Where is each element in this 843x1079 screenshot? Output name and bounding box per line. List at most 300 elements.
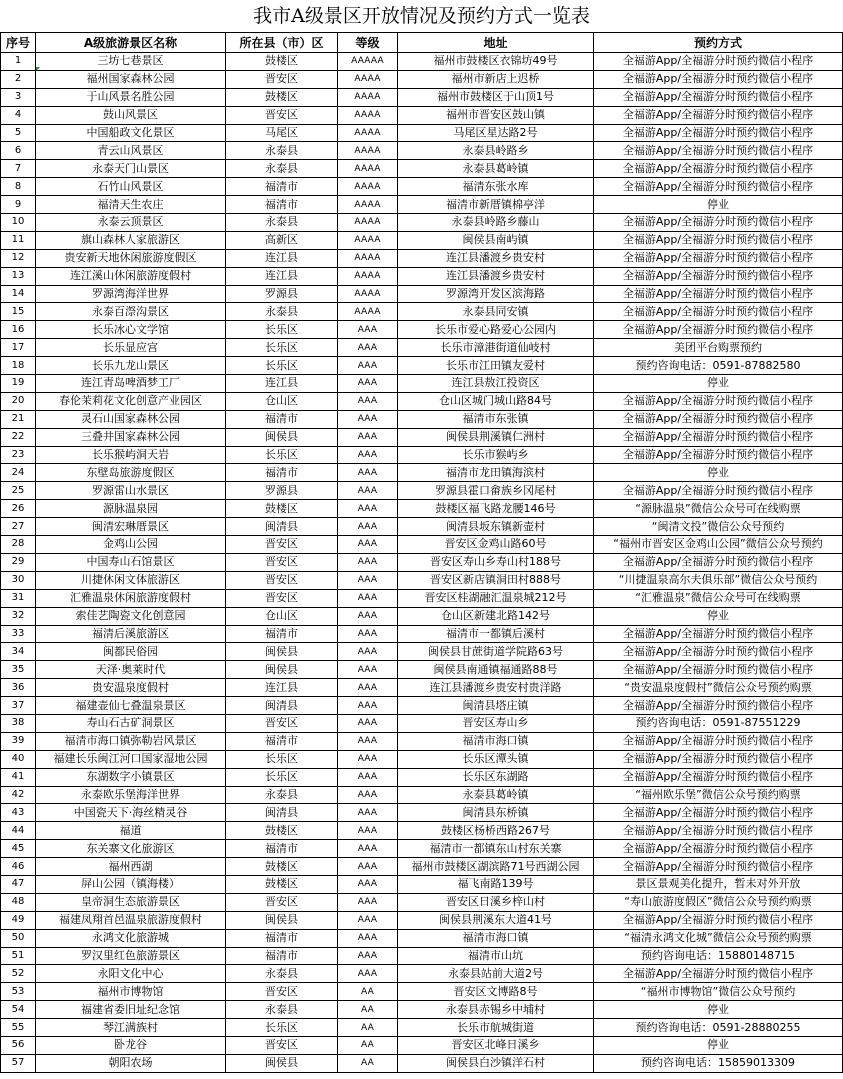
cell-name[interactable]: 闽都民俗园 [36, 643, 226, 661]
cell-booking[interactable]: 美团平台购票预约 [594, 339, 843, 357]
cell-booking[interactable]: 全福游App/全福游分时预约微信小程序 [594, 697, 843, 715]
cell-county[interactable]: 晋安区 [226, 893, 338, 911]
cell-address[interactable]: 闽侯县南屿镇 [398, 231, 594, 249]
cell-name[interactable]: 中国瓷天下·海丝精灵谷 [36, 804, 226, 822]
cell-address[interactable]: 永泰县岭路乡 [398, 142, 594, 160]
cell-level[interactable]: AAAA [338, 231, 398, 249]
cell-no[interactable]: 12 [1, 249, 36, 267]
cell-level[interactable]: AAA [338, 518, 398, 536]
cell-county[interactable]: 福清市 [226, 929, 338, 947]
cell-booking[interactable]: 全福游App/全福游分时预约微信小程序 [594, 643, 843, 661]
cell-no[interactable]: 52 [1, 965, 36, 983]
cell-no[interactable]: 37 [1, 697, 36, 715]
cell-name[interactable]: 灵石山国家森林公园 [36, 410, 226, 428]
cell-name[interactable]: 东湖数字小镇景区 [36, 768, 226, 786]
cell-level[interactable]: AAA [338, 911, 398, 929]
cell-name[interactable]: 三坊七巷景区 [36, 53, 226, 71]
cell-booking[interactable]: 全福游App/全福游分时预约微信小程序 [594, 231, 843, 249]
cell-level[interactable]: AAA [338, 804, 398, 822]
cell-address[interactable]: 福清市新厝镇棉亭洋 [398, 196, 594, 214]
cell-name[interactable]: 川捷休闲文体旅游区 [36, 571, 226, 589]
cell-no[interactable]: 13 [1, 267, 36, 285]
cell-booking[interactable]: 全福游App/全福游分时预约微信小程序 [594, 214, 843, 232]
cell-address[interactable]: 长乐区东湖路 [398, 768, 594, 786]
cell-name[interactable]: 永泰百漈沟景区 [36, 303, 226, 321]
cell-address[interactable]: 晋安区日溪乡梓山村 [398, 893, 594, 911]
cell-level[interactable]: AAA [338, 321, 398, 339]
cell-name[interactable]: 连江青岛啤酒梦工厂 [36, 375, 226, 393]
cell-booking[interactable]: 全福游App/全福游分时预约微信小程序 [594, 768, 843, 786]
cell-booking[interactable]: 全福游App/全福游分时预约微信小程序 [594, 70, 843, 88]
cell-no[interactable]: 43 [1, 804, 36, 822]
cell-address[interactable]: 福飞南路139号 [398, 875, 594, 893]
cell-booking[interactable]: 预约咨询电话：0591-87551229 [594, 714, 843, 732]
cell-booking[interactable]: 全福游App/全福游分时预约微信小程序 [594, 858, 843, 876]
cell-address[interactable]: 永泰县葛岭镇 [398, 786, 594, 804]
cell-address[interactable]: 晋安区文博路8号 [398, 983, 594, 1001]
cell-name[interactable]: 汇雅温泉休闲旅游度假村 [36, 589, 226, 607]
cell-name[interactable]: 源脉温泉园 [36, 500, 226, 518]
cell-no[interactable]: 3 [1, 88, 36, 106]
cell-name[interactable]: 卧龙谷 [36, 1036, 226, 1054]
cell-level[interactable]: AAA [338, 357, 398, 375]
cell-county[interactable]: 福清市 [226, 947, 338, 965]
cell-county[interactable]: 罗源县 [226, 285, 338, 303]
cell-address[interactable]: 晋安区寿山乡 [398, 714, 594, 732]
cell-name[interactable]: 青云山风景区 [36, 142, 226, 160]
cell-no[interactable]: 40 [1, 750, 36, 768]
cell-name[interactable]: 福建壶仙七叠温泉景区 [36, 697, 226, 715]
cell-county[interactable]: 福清市 [226, 410, 338, 428]
cell-name[interactable]: 福州国家森林公园 [36, 70, 226, 88]
cell-booking[interactable]: 全福游App/全福游分时预约微信小程序 [594, 160, 843, 178]
cell-county[interactable]: 鼓楼区 [226, 875, 338, 893]
cell-county[interactable]: 永泰县 [226, 303, 338, 321]
cell-booking[interactable]: 全福游App/全福游分时预约微信小程序 [594, 911, 843, 929]
cell-name[interactable]: 福建长乐闽江河口国家湿地公园 [36, 750, 226, 768]
cell-address[interactable]: 罗源湾开发区滨海路 [398, 285, 594, 303]
cell-county[interactable]: 闽侯县 [226, 661, 338, 679]
cell-no[interactable]: 28 [1, 536, 36, 554]
cell-county[interactable]: 长乐区 [226, 1019, 338, 1037]
cell-address[interactable]: 永泰县葛岭镇 [398, 160, 594, 178]
cell-name[interactable]: 石竹山风景区 [36, 178, 226, 196]
cell-address[interactable]: 闽清县坂东镇新壶村 [398, 518, 594, 536]
cell-level[interactable]: AAAAA [338, 53, 398, 71]
cell-address[interactable]: 永泰县站前大道2号 [398, 965, 594, 983]
cell-county[interactable]: 马尾区 [226, 124, 338, 142]
cell-level[interactable]: AAAA [338, 106, 398, 124]
cell-booking[interactable]: 全福游App/全福游分时预约微信小程序 [594, 303, 843, 321]
cell-level[interactable]: AAA [338, 714, 398, 732]
cell-no[interactable]: 8 [1, 178, 36, 196]
cell-county[interactable]: 晋安区 [226, 589, 338, 607]
cell-level[interactable]: AAA [338, 947, 398, 965]
cell-county[interactable]: 闽侯县 [226, 643, 338, 661]
cell-no[interactable]: 5 [1, 124, 36, 142]
cell-no[interactable]: 27 [1, 518, 36, 536]
cell-level[interactable]: AA [338, 1036, 398, 1054]
cell-booking[interactable]: “寿山旅游度假区”微信公众号预约购票 [594, 893, 843, 911]
cell-address[interactable]: 罗源县霍口畲族乡冈尾村 [398, 482, 594, 500]
cell-level[interactable]: AAAA [338, 214, 398, 232]
cell-name[interactable]: 长乐九龙山景区 [36, 357, 226, 375]
cell-booking[interactable]: 预约咨询电话：0591-87882580 [594, 357, 843, 375]
cell-level[interactable]: AAA [338, 679, 398, 697]
cell-name[interactable]: 天泽·奥莱时代 [36, 661, 226, 679]
cell-name[interactable]: 永泰欧乐堡海洋世界 [36, 786, 226, 804]
cell-address[interactable]: 闽清县东桥镇 [398, 804, 594, 822]
cell-county[interactable]: 晋安区 [226, 714, 338, 732]
cell-booking[interactable]: 全福游App/全福游分时预约微信小程序 [594, 732, 843, 750]
cell-no[interactable]: 45 [1, 840, 36, 858]
cell-no[interactable]: 16 [1, 321, 36, 339]
cell-county[interactable]: 长乐区 [226, 768, 338, 786]
cell-name[interactable]: 永泰天门山景区 [36, 160, 226, 178]
cell-address[interactable]: 永泰县岭路乡藤山 [398, 214, 594, 232]
cell-name[interactable]: 长乐冰心文学馆 [36, 321, 226, 339]
cell-level[interactable]: AAA [338, 893, 398, 911]
cell-county[interactable]: 福清市 [226, 625, 338, 643]
cell-level[interactable]: AAA [338, 625, 398, 643]
cell-county[interactable]: 鼓楼区 [226, 53, 338, 71]
cell-address[interactable]: 闽侯县荆溪镇仁洲村 [398, 428, 594, 446]
cell-name[interactable]: 贵安温泉度假村 [36, 679, 226, 697]
cell-level[interactable]: AAAA [338, 88, 398, 106]
cell-level[interactable]: AAA [338, 643, 398, 661]
cell-address[interactable]: 仓山区新建北路142号 [398, 607, 594, 625]
cell-booking[interactable]: 预约咨询电话：0591-28880255 [594, 1019, 843, 1037]
cell-level[interactable]: AA [338, 1001, 398, 1019]
cell-county[interactable]: 仓山区 [226, 607, 338, 625]
cell-no[interactable]: 2 [1, 70, 36, 88]
cell-no[interactable]: 21 [1, 410, 36, 428]
cell-county[interactable]: 连江县 [226, 679, 338, 697]
cell-booking[interactable]: 全福游App/全福游分时预约微信小程序 [594, 750, 843, 768]
cell-county[interactable]: 鼓楼区 [226, 822, 338, 840]
cell-county[interactable]: 永泰县 [226, 965, 338, 983]
cell-county[interactable]: 长乐区 [226, 321, 338, 339]
cell-booking[interactable]: 全福游App/全福游分时预约微信小程序 [594, 124, 843, 142]
cell-county[interactable]: 仓山区 [226, 392, 338, 410]
cell-level[interactable]: AAA [338, 768, 398, 786]
cell-address[interactable]: 福清市海口镇 [398, 929, 594, 947]
cell-address[interactable]: 福州市新店上迟桥 [398, 70, 594, 88]
cell-name[interactable]: 皇帝洞生态旅游景区 [36, 893, 226, 911]
cell-name[interactable]: 春伦茉莉花文化创意产业园区 [36, 392, 226, 410]
cell-address[interactable]: 福清市一都镇后溪村 [398, 625, 594, 643]
cell-no[interactable]: 34 [1, 643, 36, 661]
cell-address[interactable]: 晋安区桂湖融汇温泉城212号 [398, 589, 594, 607]
cell-county[interactable]: 福清市 [226, 178, 338, 196]
cell-no[interactable]: 48 [1, 893, 36, 911]
cell-address[interactable]: 闽侯县南通镇福通路88号 [398, 661, 594, 679]
cell-address[interactable]: 福清市龙田镇海滨村 [398, 464, 594, 482]
cell-level[interactable]: AAA [338, 500, 398, 518]
cell-address[interactable]: 晋安区金鸡山路60号 [398, 536, 594, 554]
cell-no[interactable]: 51 [1, 947, 36, 965]
cell-booking[interactable]: 全福游App/全福游分时预约微信小程序 [594, 106, 843, 124]
cell-no[interactable]: 33 [1, 625, 36, 643]
cell-county[interactable]: 鼓楼区 [226, 858, 338, 876]
cell-county[interactable]: 高新区 [226, 231, 338, 249]
cell-name[interactable]: 福清后溪旅游区 [36, 625, 226, 643]
cell-booking[interactable]: 全福游App/全福游分时预约微信小程序 [594, 840, 843, 858]
cell-name[interactable]: 索佳艺陶瓷文化创意园 [36, 607, 226, 625]
cell-county[interactable]: 长乐区 [226, 446, 338, 464]
cell-no[interactable]: 49 [1, 911, 36, 929]
cell-booking[interactable]: 全福游App/全福游分时预约微信小程序 [594, 142, 843, 160]
cell-level[interactable]: AAAA [338, 142, 398, 160]
cell-level[interactable]: AAA [338, 464, 398, 482]
cell-address[interactable]: 福州市鼓楼区于山顶1号 [398, 88, 594, 106]
cell-county[interactable]: 连江县 [226, 249, 338, 267]
cell-address[interactable]: 长乐市爱心路爱心公园内 [398, 321, 594, 339]
cell-address[interactable]: 长乐市漳港街道仙岐村 [398, 339, 594, 357]
cell-no[interactable]: 20 [1, 392, 36, 410]
cell-no[interactable]: 18 [1, 357, 36, 375]
cell-name[interactable]: 鼓山风景区 [36, 106, 226, 124]
cell-address[interactable]: 福清市一都镇东山村东关寨 [398, 840, 594, 858]
cell-name[interactable]: 旗山森林人家旅游区 [36, 231, 226, 249]
cell-no[interactable]: 15 [1, 303, 36, 321]
cell-name[interactable]: 罗汉里红色旅游景区 [36, 947, 226, 965]
cell-county[interactable]: 闽侯县 [226, 911, 338, 929]
cell-county[interactable]: 闽侯县 [226, 428, 338, 446]
cell-booking[interactable]: 全福游App/全福游分时预约微信小程序 [594, 822, 843, 840]
cell-no[interactable]: 19 [1, 375, 36, 393]
cell-booking[interactable]: 全福游App/全福游分时预约微信小程序 [594, 553, 843, 571]
cell-address[interactable]: 福清东张水库 [398, 178, 594, 196]
cell-county[interactable]: 福清市 [226, 840, 338, 858]
cell-level[interactable]: AA [338, 983, 398, 1001]
cell-county[interactable]: 永泰县 [226, 1001, 338, 1019]
cell-level[interactable]: AAA [338, 553, 398, 571]
cell-address[interactable]: 晋安区北峰日溪乡 [398, 1036, 594, 1054]
cell-booking[interactable]: 全福游App/全福游分时预约微信小程序 [594, 53, 843, 71]
cell-no[interactable]: 7 [1, 160, 36, 178]
cell-no[interactable]: 42 [1, 786, 36, 804]
cell-address[interactable]: 长乐市猴屿乡 [398, 446, 594, 464]
cell-booking[interactable]: 停业 [594, 375, 843, 393]
cell-level[interactable]: AAA [338, 428, 398, 446]
cell-address[interactable]: 晋安区寿山乡寿山村188号 [398, 553, 594, 571]
cell-level[interactable]: AAA [338, 375, 398, 393]
cell-name[interactable]: 永鸿文化旅游城 [36, 929, 226, 947]
cell-booking[interactable]: “川捷温泉高尔夫俱乐部”微信公众号预约 [594, 571, 843, 589]
cell-county[interactable]: 晋安区 [226, 1036, 338, 1054]
cell-address[interactable]: 长乐市航城街道 [398, 1019, 594, 1037]
cell-booking[interactable]: 预约咨询电话：15880148715 [594, 947, 843, 965]
cell-no[interactable]: 26 [1, 500, 36, 518]
cell-county[interactable]: 永泰县 [226, 160, 338, 178]
cell-county[interactable]: 鼓楼区 [226, 88, 338, 106]
cell-address[interactable]: 连江县敖江投资区 [398, 375, 594, 393]
cell-county[interactable]: 闽清县 [226, 804, 338, 822]
cell-name[interactable]: 永阳文化中心 [36, 965, 226, 983]
cell-county[interactable]: 晋安区 [226, 106, 338, 124]
cell-level[interactable]: AAAA [338, 249, 398, 267]
cell-no[interactable]: 39 [1, 732, 36, 750]
cell-no[interactable]: 29 [1, 553, 36, 571]
cell-booking[interactable]: “贵安温泉度假村”微信公众号预约购票 [594, 679, 843, 697]
cell-booking[interactable]: 全福游App/全福游分时预约微信小程序 [594, 661, 843, 679]
cell-booking[interactable]: “源脉温泉”微信公众号可在线购票 [594, 500, 843, 518]
cell-address[interactable]: 鼓楼区福飞路龙腰146号 [398, 500, 594, 518]
cell-level[interactable]: AAA [338, 571, 398, 589]
cell-level[interactable]: AAA [338, 875, 398, 893]
cell-level[interactable]: AAA [338, 589, 398, 607]
cell-name[interactable]: 长乐显应宫 [36, 339, 226, 357]
cell-address[interactable]: 永泰县赤锡乡中埔村 [398, 1001, 594, 1019]
cell-county[interactable]: 永泰县 [226, 214, 338, 232]
cell-booking[interactable]: 停业 [594, 464, 843, 482]
cell-booking[interactable]: “福州欧乐堡”微信公众号预约购票 [594, 786, 843, 804]
cell-address[interactable]: 福清市海口镇 [398, 732, 594, 750]
cell-address[interactable]: 连江县潘渡乡贵安村 [398, 267, 594, 285]
cell-county[interactable]: 连江县 [226, 267, 338, 285]
cell-name[interactable]: 中国船政文化景区 [36, 124, 226, 142]
cell-level[interactable]: AAA [338, 697, 398, 715]
cell-name[interactable]: 贵安新天地休闲旅游度假区 [36, 249, 226, 267]
cell-address[interactable]: 连江县潘渡乡贵安村 [398, 249, 594, 267]
cell-no[interactable]: 32 [1, 607, 36, 625]
cell-address[interactable]: 鼓楼区杨桥西路267号 [398, 822, 594, 840]
cell-booking[interactable]: 停业 [594, 1036, 843, 1054]
cell-level[interactable]: AAA [338, 392, 398, 410]
cell-level[interactable]: AAA [338, 482, 398, 500]
cell-address[interactable]: 长乐区潭头镇 [398, 750, 594, 768]
cell-level[interactable]: AAA [338, 840, 398, 858]
cell-no[interactable]: 6 [1, 142, 36, 160]
cell-level[interactable]: AAAA [338, 160, 398, 178]
cell-name[interactable]: 中国寿山石馆景区 [36, 553, 226, 571]
cell-name[interactable]: 永泰云顶景区 [36, 214, 226, 232]
cell-level[interactable]: AAA [338, 750, 398, 768]
cell-county[interactable]: 晋安区 [226, 983, 338, 1001]
cell-county[interactable]: 闽侯县 [226, 1054, 338, 1072]
cell-no[interactable]: 23 [1, 446, 36, 464]
cell-level[interactable]: AAA [338, 536, 398, 554]
cell-booking[interactable]: 全福游App/全福游分时预约微信小程序 [594, 249, 843, 267]
cell-name[interactable]: 金鸡山公园 [36, 536, 226, 554]
cell-booking[interactable]: “福州市博物馆”微信公众号预约 [594, 983, 843, 1001]
cell-address[interactable]: 闽侯县白沙镇洋石村 [398, 1054, 594, 1072]
cell-booking[interactable]: “福州市晋安区金鸡山公园”微信公众号预约 [594, 536, 843, 554]
cell-name[interactable]: 罗源湾海洋世界 [36, 285, 226, 303]
cell-county[interactable]: 晋安区 [226, 70, 338, 88]
cell-address[interactable]: 闽清县塔庄镇 [398, 697, 594, 715]
cell-address[interactable]: 长乐市江田镇友爱村 [398, 357, 594, 375]
cell-level[interactable]: AAA [338, 410, 398, 428]
cell-no[interactable]: 24 [1, 464, 36, 482]
cell-booking[interactable]: 停业 [594, 607, 843, 625]
cell-level[interactable]: AAAA [338, 70, 398, 88]
cell-name[interactable]: 福州市博物馆 [36, 983, 226, 1001]
cell-address[interactable]: 福州市晋安区鼓山镇 [398, 106, 594, 124]
cell-county[interactable]: 永泰县 [226, 786, 338, 804]
cell-county[interactable]: 晋安区 [226, 553, 338, 571]
cell-address[interactable]: 福清市山坑 [398, 947, 594, 965]
cell-address[interactable]: 福清市东张镇 [398, 410, 594, 428]
cell-name[interactable]: 东关寨文化旅游区 [36, 840, 226, 858]
cell-no[interactable]: 36 [1, 679, 36, 697]
cell-county[interactable]: 福清市 [226, 464, 338, 482]
cell-no[interactable]: 57 [1, 1054, 36, 1072]
cell-no[interactable]: 31 [1, 589, 36, 607]
cell-name[interactable]: 福清市海口镇弥勒岩风景区 [36, 732, 226, 750]
cell-county[interactable]: 长乐区 [226, 750, 338, 768]
cell-no[interactable]: 38 [1, 714, 36, 732]
cell-name[interactable]: 福清天生农庄 [36, 196, 226, 214]
cell-name[interactable]: 长乐猴屿洞天岩 [36, 446, 226, 464]
cell-level[interactable]: AAA [338, 339, 398, 357]
cell-level[interactable]: AAAA [338, 124, 398, 142]
cell-booking[interactable]: 景区景观美化提升，暂未对外开放 [594, 875, 843, 893]
cell-level[interactable]: AAA [338, 661, 398, 679]
cell-county[interactable]: 晋安区 [226, 571, 338, 589]
cell-address[interactable]: 福州市鼓楼区衣锦坊49号 [398, 53, 594, 71]
cell-no[interactable]: 54 [1, 1001, 36, 1019]
cell-county[interactable]: 永泰县 [226, 142, 338, 160]
cell-booking[interactable]: 全福游App/全福游分时预约微信小程序 [594, 267, 843, 285]
cell-no[interactable]: 4 [1, 106, 36, 124]
cell-booking[interactable]: 停业 [594, 196, 843, 214]
cell-address[interactable]: 马尾区星达路2号 [398, 124, 594, 142]
cell-level[interactable]: AAA [338, 446, 398, 464]
cell-county[interactable]: 连江县 [226, 375, 338, 393]
cell-name[interactable]: 于山风景名胜公园 [36, 88, 226, 106]
cell-level[interactable]: AAA [338, 822, 398, 840]
cell-booking[interactable]: 全福游App/全福游分时预约微信小程序 [594, 428, 843, 446]
cell-name[interactable]: 寿山石古矿洞景区 [36, 714, 226, 732]
cell-no[interactable]: 44 [1, 822, 36, 840]
cell-booking[interactable]: 全福游App/全福游分时预约微信小程序 [594, 625, 843, 643]
cell-booking[interactable]: “汇雅温泉”微信公众号可在线购票 [594, 589, 843, 607]
cell-county[interactable]: 长乐区 [226, 339, 338, 357]
cell-address[interactable]: 福州市鼓楼区湖滨路71号西湖公园 [398, 858, 594, 876]
cell-booking[interactable]: “福清永鸿文化城”微信公众号预约购票 [594, 929, 843, 947]
cell-county[interactable]: 福清市 [226, 732, 338, 750]
cell-county[interactable]: 闽清县 [226, 697, 338, 715]
cell-no[interactable]: 41 [1, 768, 36, 786]
cell-booking[interactable]: 全福游App/全福游分时预约微信小程序 [594, 88, 843, 106]
cell-address[interactable]: 永泰县同安镇 [398, 303, 594, 321]
cell-county[interactable]: 鼓楼区 [226, 500, 338, 518]
cell-no[interactable]: 14 [1, 285, 36, 303]
cell-name[interactable]: 福建凤翔首邑温泉旅游度假村 [36, 911, 226, 929]
cell-level[interactable]: AA [338, 1019, 398, 1037]
cell-address[interactable]: 连江县潘渡乡贵安村贵洋路 [398, 679, 594, 697]
cell-county[interactable]: 晋安区 [226, 536, 338, 554]
cell-booking[interactable]: 全福游App/全福游分时预约微信小程序 [594, 321, 843, 339]
cell-level[interactable]: AAA [338, 858, 398, 876]
cell-level[interactable]: AAA [338, 929, 398, 947]
cell-name[interactable]: 三叠井国家森林公园 [36, 428, 226, 446]
cell-no[interactable]: 30 [1, 571, 36, 589]
cell-level[interactable]: AAAA [338, 303, 398, 321]
cell-booking[interactable]: 全福游App/全福游分时预约微信小程序 [594, 446, 843, 464]
cell-booking[interactable]: 全福游App/全福游分时预约微信小程序 [594, 804, 843, 822]
cell-address[interactable]: 仓山区城门城山路84号 [398, 392, 594, 410]
cell-name[interactable]: 屏山公园（镇海楼） [36, 875, 226, 893]
cell-booking[interactable]: 预约咨询电话：15859013309 [594, 1054, 843, 1072]
cell-no[interactable]: 46 [1, 858, 36, 876]
cell-county[interactable]: 罗源县 [226, 482, 338, 500]
cell-no[interactable]: 35 [1, 661, 36, 679]
cell-name[interactable]: 连江溪山休闲旅游度假村 [36, 267, 226, 285]
cell-level[interactable]: AAA [338, 965, 398, 983]
